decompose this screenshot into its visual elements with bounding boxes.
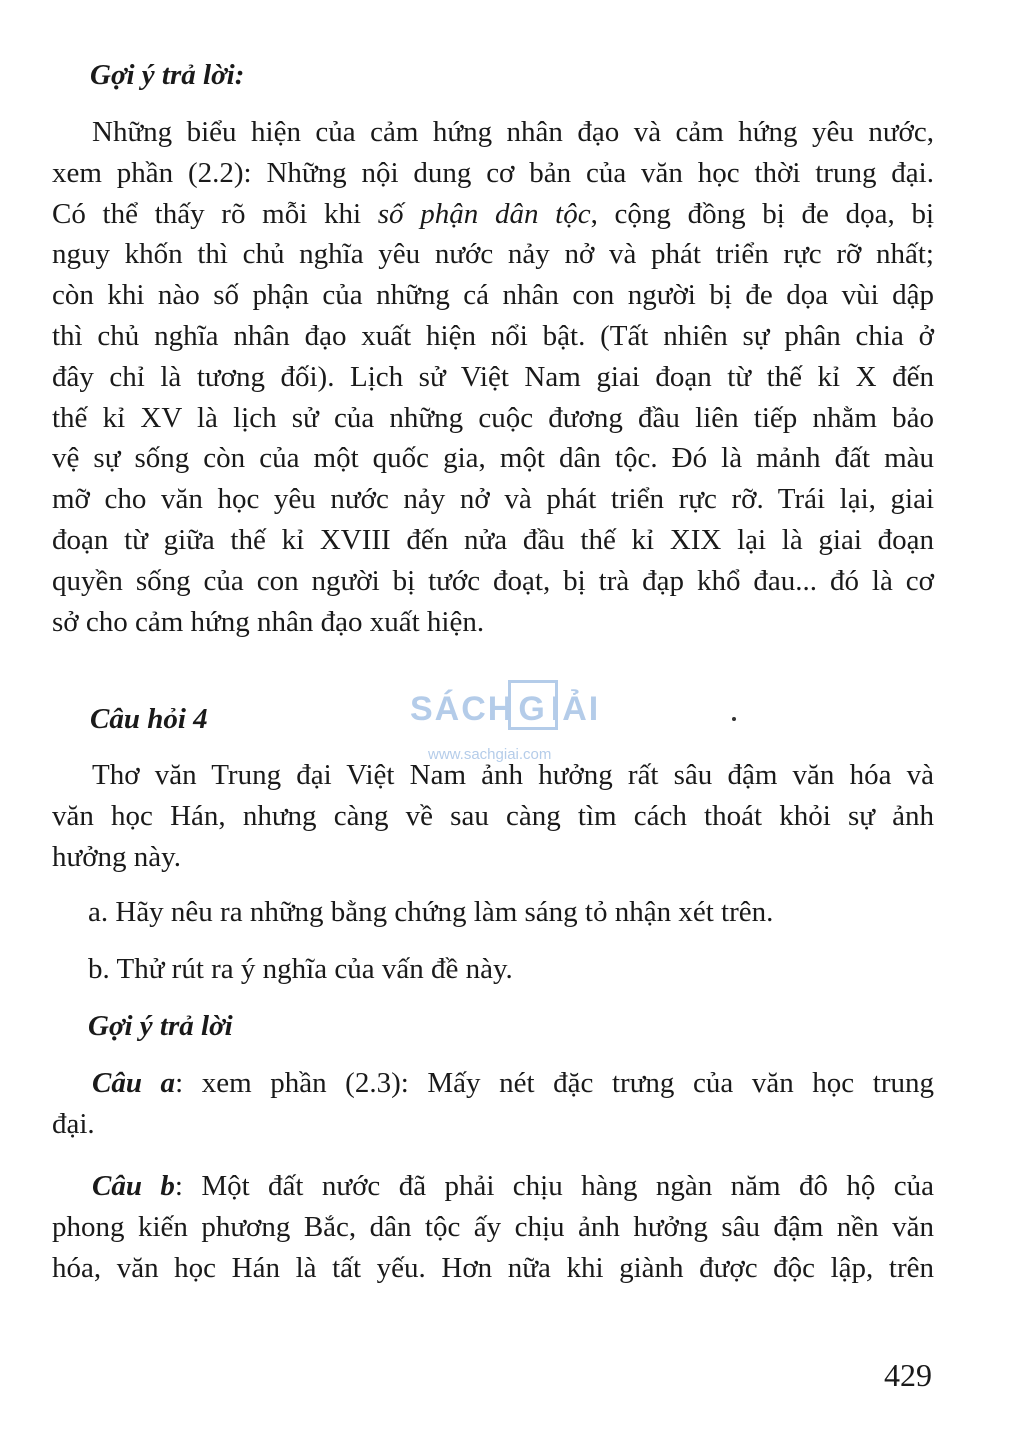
paragraph-line: nguy khốn thì chủ nghĩa yêu nước nảy nở và phát triển rực rỡ nhất;: [52, 238, 934, 271]
paragraph-line: thì chủ nghĩa nhân đạo xuất hiện nổi bật. (Tất nhiên sự phân chia ở: [52, 319, 934, 352]
question-item-b: b. Thử rút ra ý nghĩa của vấn đề này.: [88, 953, 513, 985]
paragraph-line: Câu a: xem phần (2.3): Mấy nét đặc trưng của văn học trung: [92, 1067, 934, 1099]
answer-label: Câu b: [92, 1170, 175, 1202]
paragraph-line: mỡ cho văn học yêu nước nảy nở và phát triển rực rỡ. Trái lại, giai: [52, 483, 934, 516]
print-speck: [732, 717, 736, 721]
paragraph-line: sở cho cảm hứng nhân đạo xuất hiện.: [52, 605, 485, 638]
paragraph-line: vệ sự sống còn của một quốc gia, một dân tộc. Đó là mảnh đất màu: [52, 442, 934, 475]
paragraph-line: Những biểu hiện của cảm hứng nhân đạo và cảm hứng yêu nước,: [92, 116, 934, 148]
section-heading-answer-hint: Gợi ý trả lời:: [90, 59, 245, 91]
paragraph-line: thế kỉ XV là lịch sử của những cuộc đương đầu liên tiếp nhằm bảo: [52, 401, 934, 434]
section-heading-question-4: Câu hỏi 4: [90, 703, 208, 735]
answer-label: Câu a: [92, 1067, 176, 1099]
watermark-url: www.sachgiai.com: [428, 746, 552, 763]
paragraph-line: Câu b: Một đất nước đã phải chịu hàng ngàn năm đô hộ của: [92, 1170, 934, 1202]
question-paragraph: [52, 755, 934, 877]
paragraph-line: Thơ văn Trung đại Việt Nam ảnh hưởng rất sâu đậm văn hóa và: [92, 759, 934, 791]
paragraph-line: quyền sống của con người bị tước đoạt, bị trà đạp khổ đau... đó là cơ: [52, 564, 934, 597]
paragraph-line: văn học Hán, nhưng càng về sau càng tìm cách thoát khỏi sự ảnh: [52, 799, 934, 832]
answer-a-paragraph: [52, 1063, 934, 1145]
paragraph-line: phong kiến phương Bắc, dân tộc ấy chịu ảnh hưởng sâu đậm nền văn: [52, 1210, 934, 1243]
paragraph-line: xem phần (2.2): Những nội dung cơ bản của văn học thời trung đại.: [52, 156, 934, 189]
paragraph-line: Có thể thấy rõ mỗi khi số phận dân tộc, cộng đồng bị đe dọa, bị: [52, 197, 935, 230]
emphasis-text: số phận dân tộc: [377, 197, 591, 230]
answer-paragraph: [52, 112, 934, 642]
question-item-a: a. Hãy nêu ra những bằng chứng làm sáng tỏ nhận xét trên.: [88, 896, 774, 928]
paragraph-line: đoạn từ giữa thế kỉ XVIII đến nửa đầu thế kỉ XIX lại là giai đoạn: [52, 523, 934, 556]
paragraph-line: hưởng này.: [52, 840, 182, 873]
paragraph-line: đây chỉ là tương đối). Lịch sử Việt Nam giai đoạn từ thế kỉ X đến: [52, 360, 934, 393]
answer-b-paragraph: [52, 1166, 934, 1288]
page-number: 429: [884, 1357, 932, 1393]
watermark-logo: [410, 676, 620, 766]
paragraph-line: đại.: [52, 1107, 95, 1140]
paragraph-line: còn khi nào số phận của những cá nhân con người bị đe dọa vùi dập: [52, 279, 934, 312]
section-heading-answer-hint-2: Gợi ý trả lời: [88, 1010, 233, 1042]
paragraph-line: hóa, văn học Hán là tất yếu. Hơn nữa khi giành được độc lập, trên: [52, 1251, 934, 1284]
watermark-text: SÁCH G IẢI: [410, 690, 601, 728]
